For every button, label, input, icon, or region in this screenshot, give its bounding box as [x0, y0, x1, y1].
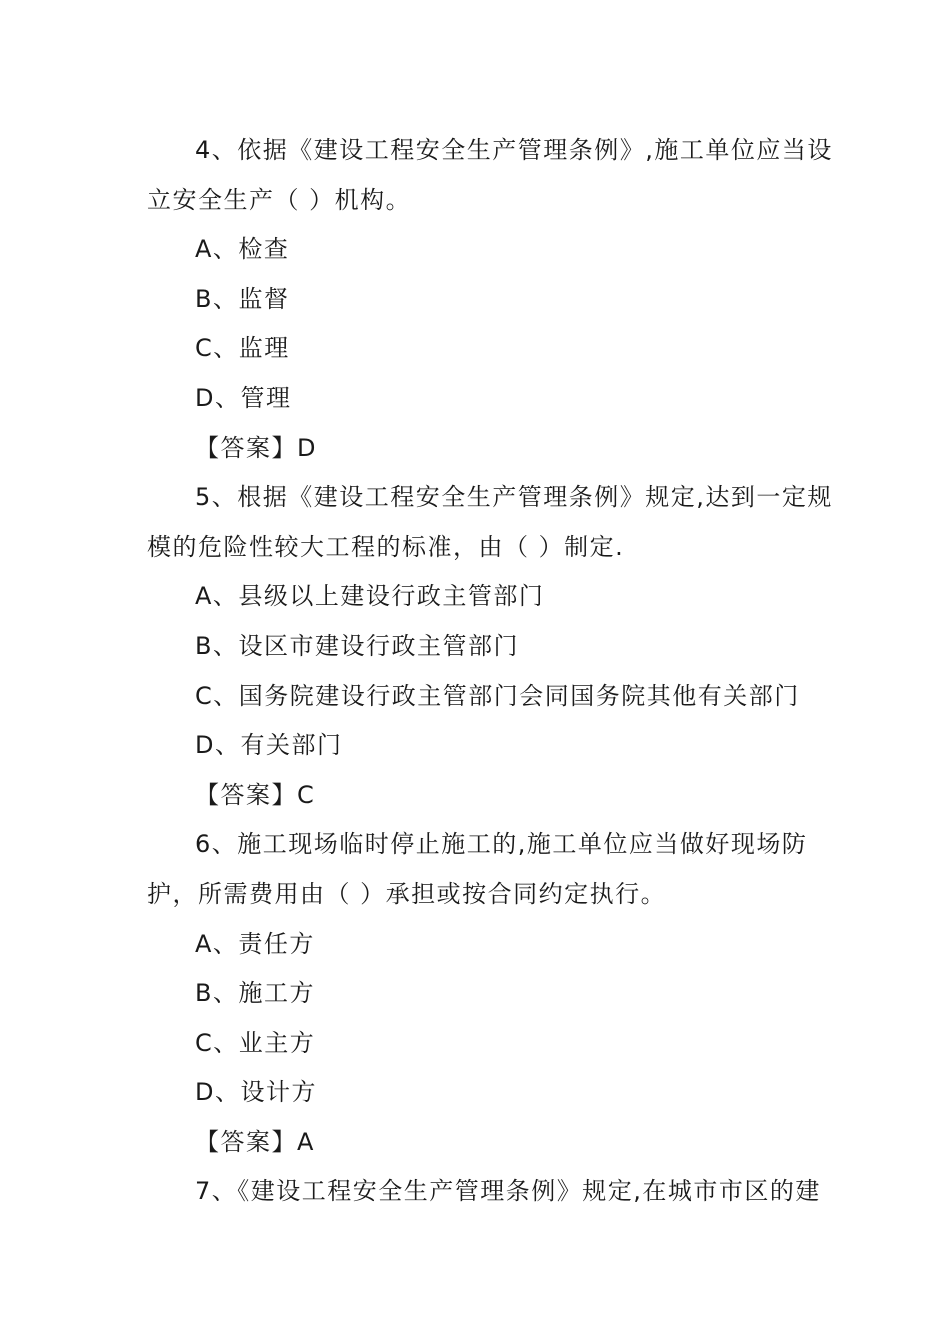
question-text-line: 6、施工现场临时停止施工的,施工单位应当做好现场防: [195, 830, 808, 859]
option-a: A、责任方: [195, 929, 315, 958]
option-d: D、设计方: [195, 1078, 317, 1107]
question-text-line: 7、《建设工程安全生产管理条例》规定,在城市市区的建: [195, 1177, 821, 1206]
document-body: [147, 126, 833, 1217]
question-text-line: 护，所需费用由（ ）承担或按合同约定执行。: [147, 879, 667, 908]
question-6: [147, 820, 807, 1167]
question-5: [147, 473, 833, 820]
answer-line: 【答案】C: [195, 780, 316, 809]
option-c: C、国务院建设行政主管部门会同国务院其他有关部门: [195, 681, 800, 710]
option-d: D、有关部门: [195, 731, 343, 760]
question-4: [147, 126, 833, 473]
question-text-line: 立安全生产（ ）机构。: [147, 185, 412, 214]
question-7: [147, 1167, 821, 1217]
option-a: A、检查: [195, 235, 290, 264]
question-text-line: 模的危险性较大工程的标准，由（ ）制定.: [147, 532, 625, 561]
question-text-line: 4、依据《建设工程安全生产管理条例》,施工单位应当设: [195, 136, 833, 164]
option-b: B、施工方: [195, 979, 315, 1008]
option-b: B、监督: [195, 284, 290, 313]
question-text-line: 5、根据《建设工程安全生产管理条例》规定,达到一定规: [195, 483, 833, 512]
option-c: C、业主方: [195, 1028, 316, 1057]
option-c: C、监理: [195, 334, 290, 363]
option-d: D、管理: [195, 383, 292, 412]
option-b: B、设区市建设行政主管部门: [195, 631, 519, 660]
answer-line: 【答案】D: [195, 433, 317, 462]
answer-line: 【答案】A: [195, 1127, 315, 1156]
option-a: A、县级以上建设行政主管部门: [195, 582, 545, 611]
